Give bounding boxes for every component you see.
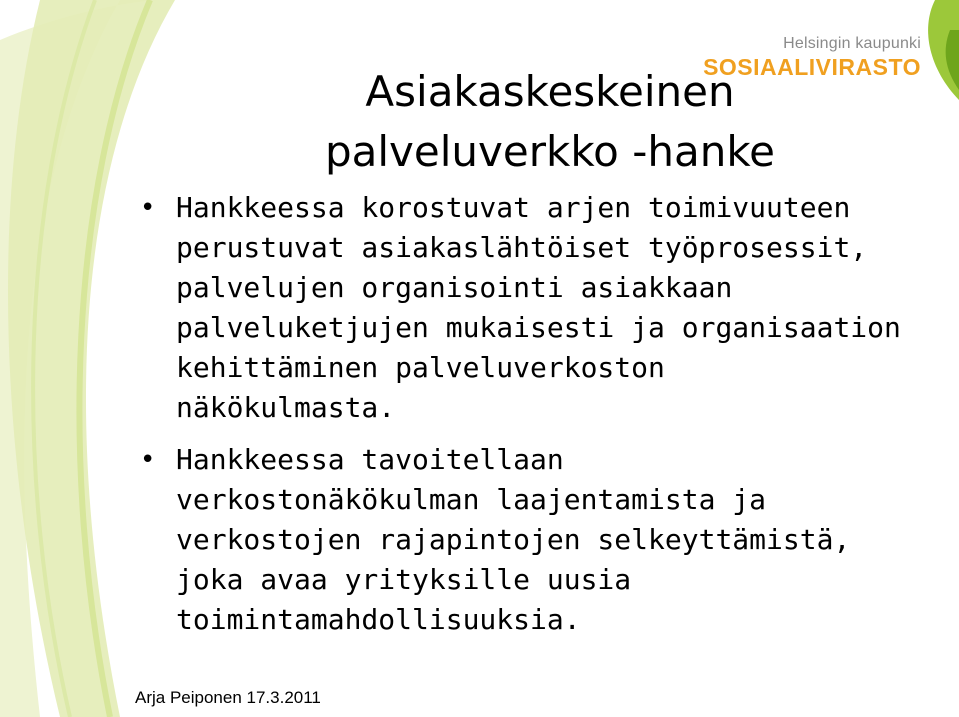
bullet-line: toimintamahdollisuuksia. <box>176 603 581 636</box>
footer-author-date: Arja Peiponen 17.3.2011 <box>135 688 321 707</box>
bullet-line: Hankkeessa korostuvat arjen toimivuuteen <box>176 191 851 224</box>
bullet-line: verkostonäkökulman laajentamista ja <box>176 483 767 516</box>
title-line: Asiakaskeskeinen <box>365 67 735 116</box>
bullet-line: palvelujen organisointi asiakkaan <box>176 271 733 304</box>
bullet-dot: • <box>140 445 156 475</box>
bullet-item <box>140 440 930 640</box>
logo-city: Helsingin kaupunki <box>783 35 921 52</box>
bullet-line: perustuvat asiakaslähtöiset työprosessit, <box>176 231 868 264</box>
logo-organization: SOSIAALIVIRASTO <box>703 54 921 80</box>
bullet-item <box>140 188 930 428</box>
bullet-dot: • <box>140 193 156 223</box>
bullet-line: kehittäminen palveluverkoston <box>176 351 665 384</box>
bullet-line: palveluketjujen mukaisesti ja organisaation <box>176 311 901 344</box>
title-line: palveluverkko -hanke <box>324 127 775 176</box>
bullet-line: näkökulmasta. <box>176 391 396 424</box>
slide-title <box>240 62 860 182</box>
bullet-line: verkostojen rajapintojen selkeyttämistä, <box>176 523 851 556</box>
bullet-list <box>140 188 930 652</box>
bullet-line: Hankkeessa tavoitellaan <box>176 443 564 476</box>
bullet-line: joka avaa yrityksille uusia <box>176 563 632 596</box>
